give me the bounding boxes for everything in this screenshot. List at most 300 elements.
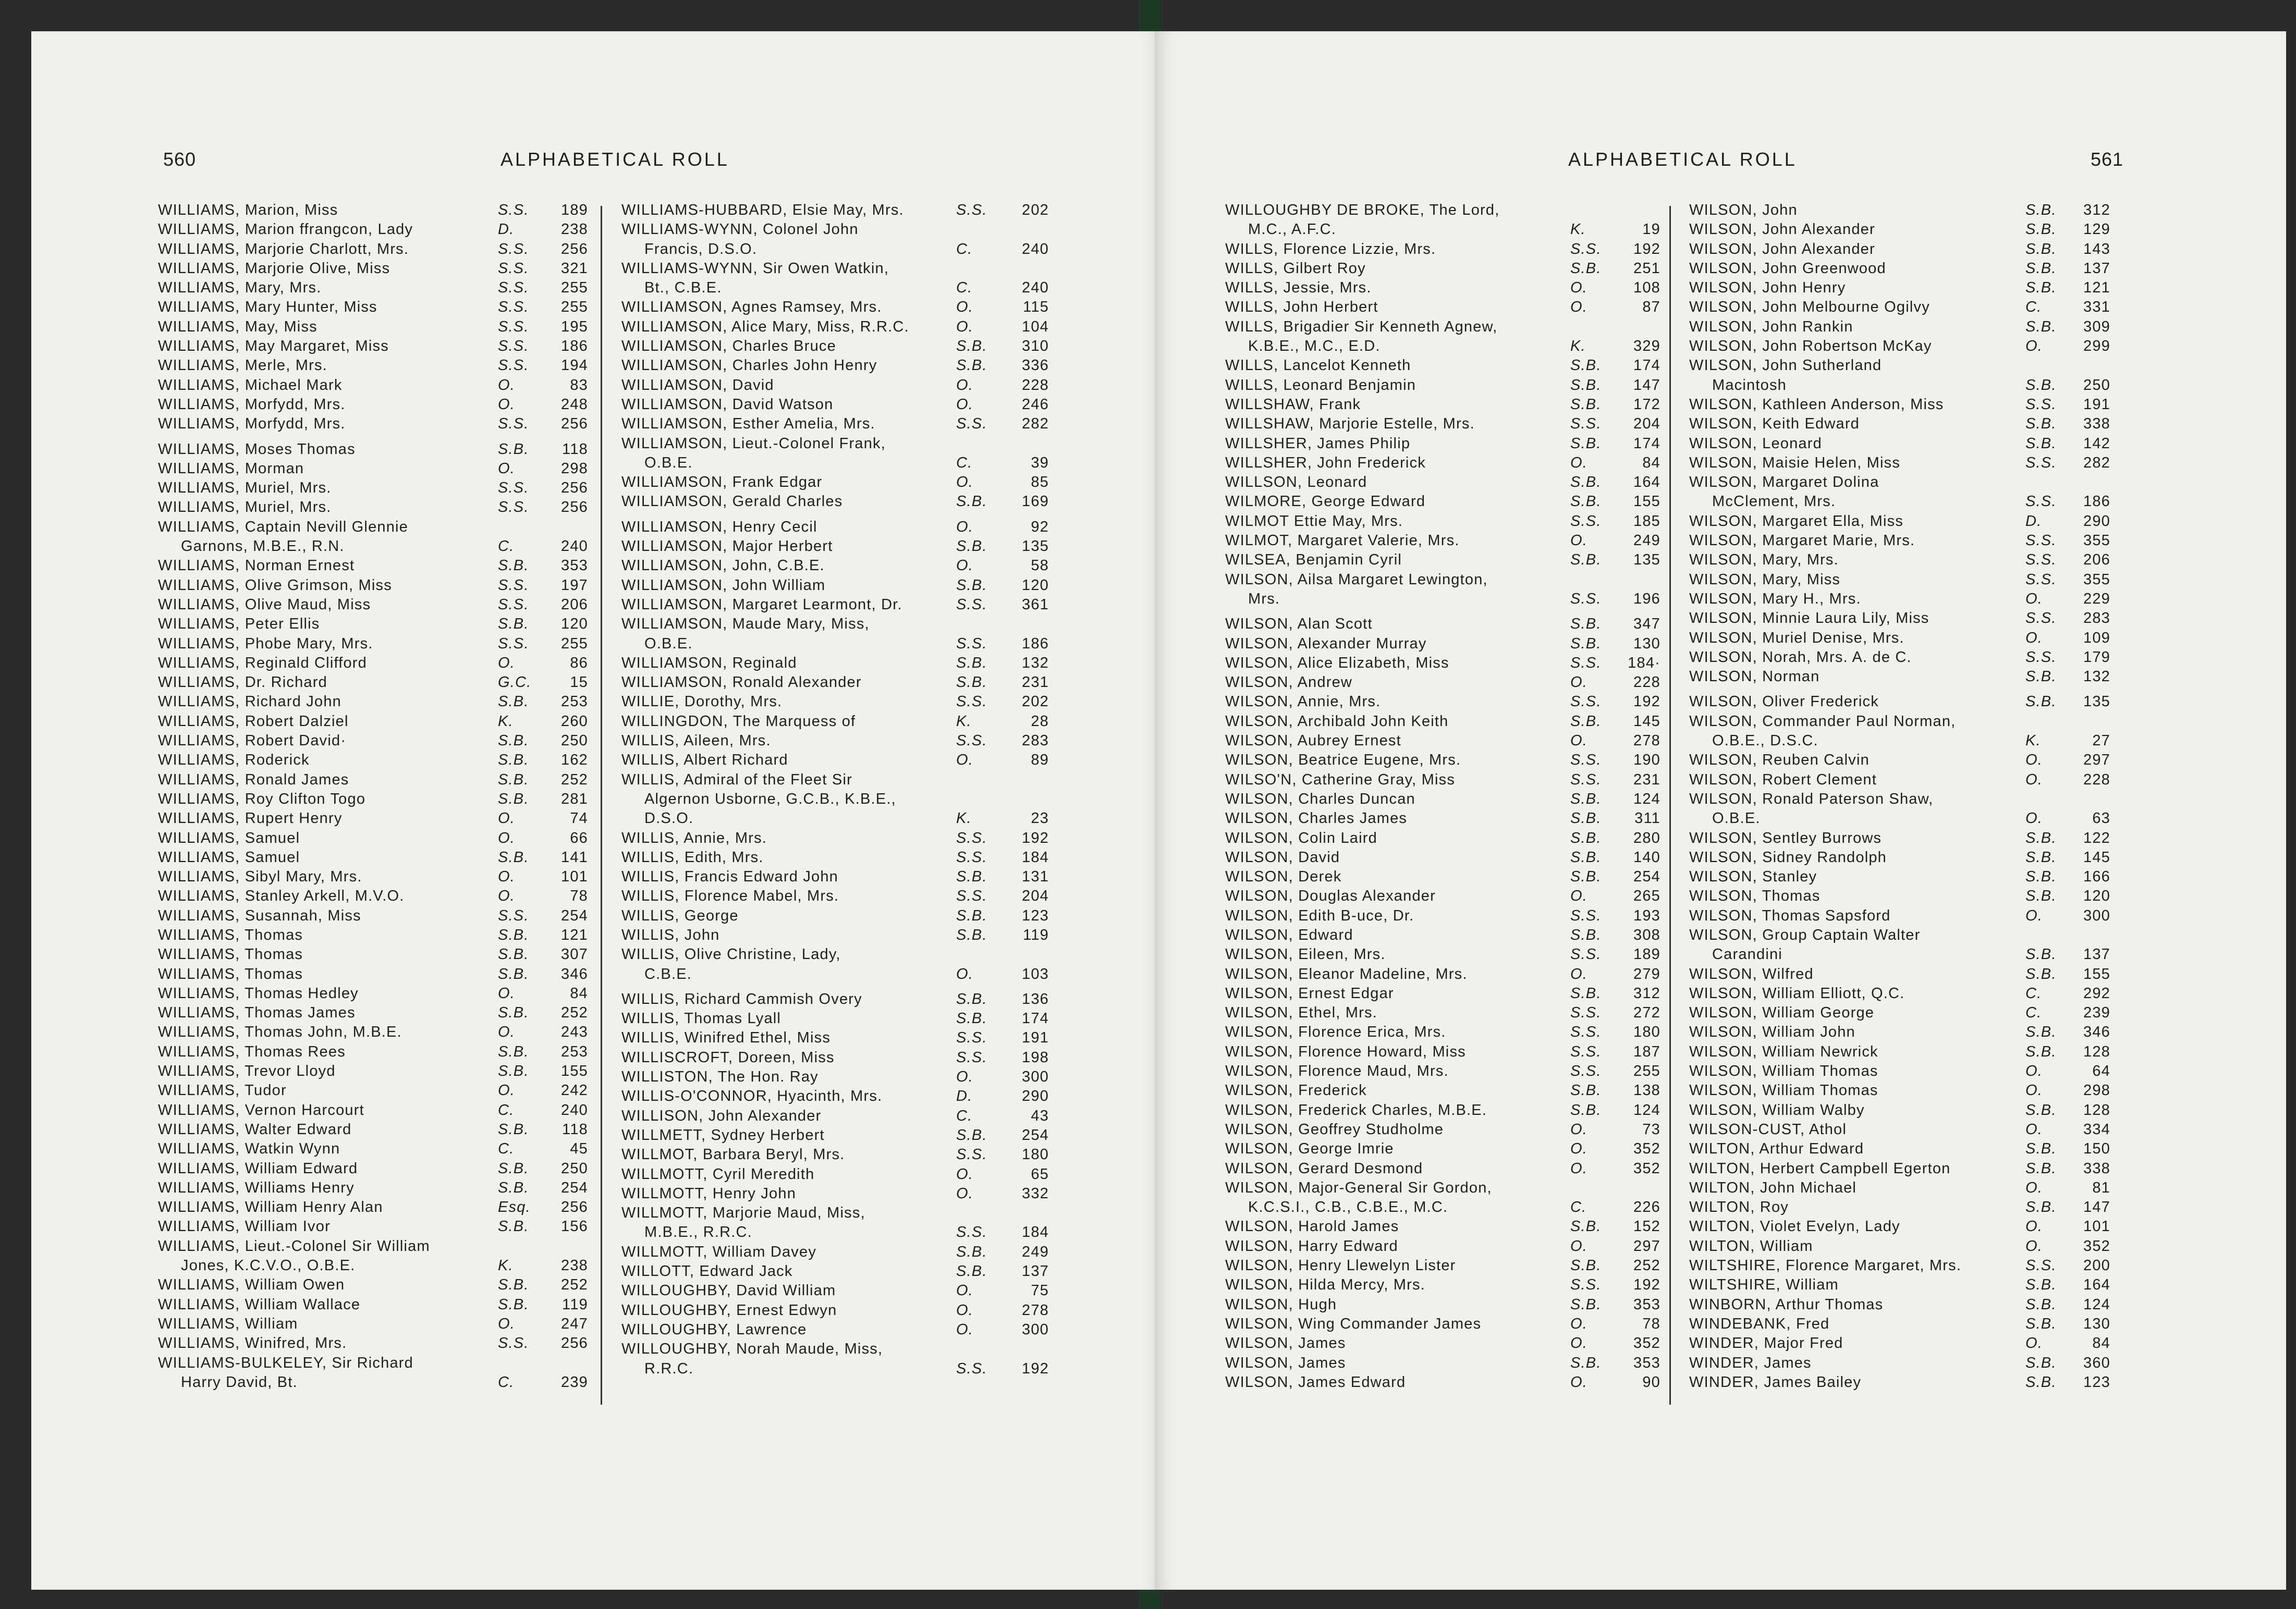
entry-name: C.B.E. [644, 965, 692, 982]
award-code: S.S. [2025, 532, 2057, 549]
award-code: O. [1570, 1335, 1588, 1352]
entry-name: WILSON, Ethel, Mrs. [1225, 1004, 1377, 1022]
page-ref: 247 [561, 1315, 588, 1332]
entry-name: WILSON, Charles James [1225, 810, 1408, 827]
award-code: K. [498, 1257, 514, 1274]
award-code: S.S. [1570, 415, 1602, 433]
page-ref: 278 [1633, 732, 1660, 750]
award-code: S.B. [498, 1063, 529, 1080]
entry-name: WILLIAMS-WYNN, Sir Owen Watkin, [621, 260, 889, 277]
entry-name: WILSON, Florence Howard, Miss [1225, 1043, 1466, 1060]
entry-name: WILSON, Reuben Calvin [1689, 752, 1870, 769]
page-ref: 84 [1642, 454, 1660, 471]
entry-name: WILLISON, John Alexander [621, 1107, 822, 1124]
entry-name: WILSON, Major-General Sir Gordon, [1225, 1179, 1492, 1196]
award-code: O. [956, 474, 974, 491]
award-code: S.S. [956, 1224, 987, 1241]
award-code: S.B. [2025, 888, 2057, 905]
award-code: C. [2025, 1004, 2042, 1022]
entry-name: WILLIAMSON, David [621, 376, 774, 394]
award-code: O. [498, 1082, 516, 1099]
page-ref: 19 [1642, 221, 1660, 238]
entry-name: WILSON, Alexander Murray [1225, 635, 1427, 652]
page-ref: 85 [1031, 474, 1049, 491]
page-ref: 74 [570, 810, 588, 827]
entry-name: McClement, Mrs. [1712, 493, 1836, 510]
award-code: S.B. [1570, 1257, 1602, 1274]
entry-name: WILSON, Norman [1689, 668, 1820, 685]
award-code: C. [498, 1140, 515, 1158]
page-ref: 185 [1633, 512, 1660, 530]
page-ref: 249 [1633, 532, 1660, 549]
page-ref: 186 [1022, 635, 1049, 652]
entry-name: WILSON, Thomas Sapsford [1689, 907, 1891, 924]
page-ref: 231 [1022, 674, 1049, 691]
page-ref: 23 [1031, 810, 1049, 827]
award-code: S.B. [1570, 713, 1602, 730]
page-ref: 355 [2083, 532, 2110, 549]
award-code: S.B. [2025, 1101, 2057, 1119]
page-ref: 256 [561, 1199, 588, 1216]
award-code: O. [498, 888, 516, 905]
entry-name: WILSON, Edward [1225, 926, 1353, 943]
award-code: O. [1570, 1160, 1588, 1177]
entry-name: WILLIAMS, Winifred, Mrs. [158, 1335, 347, 1352]
award-code: S.S. [1570, 1043, 1602, 1060]
page-ref: 321 [561, 260, 588, 277]
entry-name: WILMOT Ettie May, Mrs. [1225, 512, 1403, 530]
entry-name: WILSON, Robert Clement [1689, 771, 1877, 788]
page-ref: 147 [1633, 376, 1660, 394]
page-ref: 352 [1633, 1140, 1660, 1158]
page-ref: 204 [1022, 888, 1049, 905]
page-ref: 251 [1633, 260, 1660, 277]
page-ref: 180 [1022, 1146, 1049, 1163]
page-ref: 191 [2083, 396, 2110, 413]
award-code: O. [956, 396, 974, 413]
award-code: S.S. [956, 415, 987, 433]
award-code: C. [2025, 985, 2042, 1002]
award-code: O. [2025, 338, 2043, 355]
award-code: S.B. [2025, 202, 2057, 218]
entry-name: WILSON, Sidney Randolph [1689, 849, 1887, 866]
page-ref: 338 [2083, 1160, 2110, 1177]
award-code: O. [956, 1185, 974, 1202]
entry-name: WILSON, Commander Paul Norman, [1689, 713, 1956, 730]
page-ref: 272 [1633, 1004, 1660, 1022]
award-code: S.B. [498, 1276, 529, 1294]
page-ref: 137 [2083, 946, 2110, 963]
award-code: S.S. [1570, 907, 1602, 924]
entry-name: WILLINGDON, The Marquess of [621, 713, 856, 730]
entry-name: WILLIAMS, Reginald Clifford [158, 654, 367, 671]
award-code: C. [956, 240, 973, 257]
page-ref: 256 [561, 415, 588, 433]
page-ref: 120 [1022, 576, 1049, 594]
award-code: O. [956, 1301, 974, 1319]
page-ref: 75 [1031, 1282, 1049, 1299]
entry-name: WILLIAMSON, John, C.B.E. [621, 557, 825, 574]
award-code: O. [956, 518, 974, 535]
entry-name: WILSON, Aubrey Ernest [1225, 732, 1401, 750]
entry-name: WILLMOT, Barbara Beryl, Mrs. [621, 1146, 845, 1163]
page-ref: 252 [561, 1276, 588, 1294]
entry-name: WILLIAMS, Norman Ernest [158, 557, 355, 574]
page-ref: 164 [1633, 474, 1660, 491]
page-ref: 143 [2083, 240, 2110, 257]
award-code: S.B. [498, 790, 529, 807]
page-ref: 256 [561, 499, 588, 516]
page-ref: 124 [2083, 1296, 2110, 1313]
entry-name: WILLIAMS, Roderick [158, 752, 310, 769]
page-ref: 135 [1633, 551, 1660, 569]
page-ref: 256 [561, 240, 588, 257]
award-code: O. [1570, 965, 1588, 982]
page-ref: 254 [561, 907, 588, 924]
page-ref: 190 [1633, 752, 1660, 769]
page-ref: 202 [1022, 202, 1049, 218]
entry-name: WILLIAMS, Watkin Wynn [158, 1140, 340, 1158]
entry-name: WILSON, Harry Edward [1225, 1237, 1398, 1255]
page-ref: 169 [1022, 493, 1049, 510]
page-ref: 352 [1633, 1335, 1660, 1352]
entry-name: Bt., C.B.E. [644, 279, 722, 297]
entry-name: WILLIAMS-BULKELEY, Sir Richard [158, 1354, 413, 1371]
award-code: S.S. [2025, 1257, 2057, 1274]
page-ref: 84 [570, 985, 588, 1002]
page-ref: 138 [1633, 1082, 1660, 1099]
award-code: S.B. [1570, 474, 1602, 491]
award-code: O. [1570, 1121, 1588, 1138]
entry-name: WILLIAMSON, Major Herbert [621, 538, 833, 555]
entry-name: WILLIAMSON, David Watson [621, 396, 834, 413]
page-ref: 292 [2083, 985, 2110, 1002]
entry-name: WILLIAMS, Sibyl Mary, Mrs. [158, 868, 362, 886]
page-ref: 206 [2083, 551, 2110, 569]
award-code: S.B. [2025, 279, 2057, 297]
entry-name: WILSON, John Melbourne Ogilvy [1689, 299, 1930, 316]
entry-name: WILLISTON, The Hon. Ray [621, 1068, 819, 1086]
entry-name: WILLIAMSON, Reginald [621, 654, 797, 671]
award-code: S.S. [1570, 946, 1602, 963]
award-code: S.S. [956, 1029, 987, 1047]
entry-name: WILLIAMS, Susannah, Miss [158, 907, 361, 924]
entry-name: WILSON, John Robertson McKay [1689, 338, 1932, 355]
entry-name: WILSON, John Alexander [1689, 221, 1875, 238]
entry-name: WILLIS, Thomas Lyall [621, 1010, 781, 1027]
page-ref: 311 [1634, 810, 1660, 827]
award-code: O. [2025, 1237, 2043, 1255]
entry-name: WILLSON, Leonard [1225, 474, 1367, 491]
entry-name: WILLIAMS, Marjorie Olive, Miss [158, 260, 390, 277]
entry-name: WILLOUGHBY, Norah Maude, Miss, [621, 1341, 883, 1358]
award-code: S.S. [956, 829, 987, 846]
award-code: C. [1570, 1199, 1587, 1216]
page-ref: 239 [561, 1373, 588, 1391]
award-code: S.B. [498, 1004, 529, 1022]
award-code: O. [1570, 1140, 1588, 1158]
page-ref: 255 [561, 635, 588, 652]
page-ref: 297 [2083, 752, 2110, 769]
award-code: S.S. [498, 596, 529, 613]
award-code: S.S. [498, 338, 529, 355]
award-code: S.B. [1570, 810, 1602, 827]
entry-name: WILSON, Muriel Denise, Mrs. [1689, 629, 1904, 646]
page-ref: 104 [1022, 318, 1049, 335]
award-code: S.B. [956, 907, 987, 924]
page-ref: 300 [2083, 907, 2110, 924]
award-code: S.S. [1570, 752, 1602, 769]
entry-name: WILLIAMS, Marion ffrangcon, Lady [158, 221, 413, 238]
page-ref: 101 [2083, 1218, 2110, 1235]
award-code: S.B. [1570, 926, 1602, 943]
entry-name: WILLIAMSON, Margaret Learmont, Dr. [621, 596, 902, 613]
entry-name: WILLIE, Dorothy, Mrs. [621, 693, 783, 710]
page-ref: 65 [1031, 1165, 1049, 1183]
entry-name: WILLSHAW, Frank [1225, 396, 1361, 413]
award-code: S.B. [956, 338, 987, 355]
award-code: S.B. [1570, 1218, 1602, 1235]
page-ref: 252 [561, 771, 588, 788]
award-code: O. [956, 376, 974, 394]
award-code: S.B. [1570, 635, 1602, 652]
award-code: O. [1570, 279, 1588, 297]
award-code: S.S. [2025, 454, 2057, 471]
award-code: G.C. [498, 674, 532, 691]
award-code: O. [2025, 1121, 2043, 1138]
award-code: O. [498, 460, 516, 477]
award-code: O. [2025, 907, 2043, 924]
page-ref: 193 [1633, 907, 1660, 924]
award-code: S.S. [1570, 771, 1602, 788]
page-ref: 347 [1633, 616, 1660, 633]
page-ref: 155 [561, 1063, 588, 1080]
page-ref: 58 [1031, 557, 1049, 574]
award-code: S.B. [956, 990, 987, 1008]
entry-name: WILLIAMS, Marion, Miss [158, 202, 338, 218]
page-ref: 84 [2092, 1335, 2110, 1352]
entry-name: WILSON, Norah, Mrs. A. de C. [1689, 648, 1912, 666]
award-code: S.B. [498, 946, 529, 963]
entry-name: WILSON, James [1225, 1335, 1346, 1352]
award-code: S.S. [956, 202, 987, 218]
award-code: S.S. [1570, 1063, 1602, 1080]
page-ref: 353 [561, 557, 588, 574]
award-code: S.S. [2025, 396, 2057, 413]
award-code: O. [2025, 1063, 2043, 1080]
entry-name: WILLIAMS, Lieut.-Colonel Sir William [158, 1237, 430, 1255]
entry-name: WILLIAMS, Rupert Henry [158, 810, 343, 827]
award-code: S.B. [498, 752, 529, 769]
page-ref: 297 [1633, 1237, 1660, 1255]
page-ref: 150 [2083, 1140, 2110, 1158]
page-ref: 265 [1633, 888, 1660, 905]
entry-name: Francis, D.S.O. [644, 240, 758, 257]
award-code: S.B. [2025, 415, 2057, 433]
entry-name: O.B.E. [1712, 810, 1761, 827]
entry-name: WILLOUGHBY, David William [621, 1282, 836, 1299]
entry-name: WILTON, Herbert Campbell Egerton [1689, 1160, 1951, 1177]
page-ref: 246 [1022, 396, 1049, 413]
entry-name: K.C.S.I., C.B., C.B.E., M.C. [1248, 1199, 1448, 1216]
entry-name: WILLOTT, Edward Jack [621, 1263, 793, 1280]
award-code: O. [498, 829, 516, 846]
award-code: S.B. [1570, 616, 1602, 633]
entry-name: WILLIS, Admiral of the Fleet Sir [621, 771, 852, 788]
entry-name: WILLS, Lancelot Kenneth [1225, 357, 1411, 374]
page-ref: 238 [561, 1257, 588, 1274]
entry-name: WILSON, Alice Elizabeth, Miss [1225, 654, 1449, 671]
award-code: O. [2025, 590, 2043, 607]
award-code: S.B. [2025, 1296, 2057, 1313]
page-ref: 130 [1633, 635, 1660, 652]
entry-name: WILSON, William Walby [1689, 1101, 1865, 1119]
award-code: S.B. [2025, 435, 2057, 452]
page-ref: 120 [2083, 888, 2110, 905]
entry-name: WILSON, Hilda Mercy, Mrs. [1225, 1276, 1425, 1294]
award-code: S.B. [956, 1126, 987, 1144]
entry-name: WILLIAMS, Moses Thomas [158, 440, 356, 458]
entry-name: WILTSHIRE, William [1689, 1276, 1839, 1294]
award-code: S.B. [1570, 868, 1602, 886]
entry-name: WILLIAMS, Richard John [158, 693, 341, 710]
page-ref: 192 [1633, 240, 1660, 257]
entry-name: WILLIAMS, Morfydd, Mrs. [158, 415, 346, 433]
page-ref: 228 [1022, 376, 1049, 394]
entry-name: WILSON, Edith B-uce, Dr. [1225, 907, 1414, 924]
award-code: O. [498, 810, 516, 827]
entry-name: WILSON, Florence Erica, Mrs. [1225, 1024, 1446, 1041]
page-ref: 300 [1022, 1068, 1049, 1086]
award-code: S.S. [498, 202, 529, 218]
page-ref: 87 [1642, 299, 1660, 316]
entry-name: WILLIAMS, May Margaret, Miss [158, 338, 389, 355]
page-number: 561 [2091, 149, 2124, 170]
page-ref: 240 [1022, 279, 1049, 297]
entry-name: Jones, K.C.V.O., O.B.E. [181, 1257, 356, 1274]
entry-name: WILLIAMS, Michael Mark [158, 376, 343, 394]
page-ref: 329 [1633, 338, 1660, 355]
page-ref: 256 [561, 1335, 588, 1352]
page-ref: 43 [1031, 1107, 1049, 1124]
award-code: S.S. [956, 1049, 987, 1066]
entry-name: WILSON, Harold James [1225, 1218, 1399, 1235]
page-ref: 331 [2083, 299, 2110, 316]
award-code: S.B. [498, 1179, 529, 1196]
award-code: K. [956, 810, 972, 827]
entry-name: WILSON, Henry Llewelyn Lister [1225, 1257, 1456, 1274]
award-code: C. [498, 1101, 515, 1119]
award-code: S.B. [956, 538, 987, 555]
entry-name: WILLIAMSON, Charles John Henry [621, 357, 877, 374]
entry-name: WILSON, William George [1689, 1004, 1875, 1022]
award-code: O. [498, 1315, 516, 1332]
page-ref: 132 [1022, 654, 1049, 671]
entry-name: WILLIAMS, Thomas Rees [158, 1043, 346, 1060]
entry-name: WILLIAMS, May, Miss [158, 318, 317, 335]
entry-name: WILLIAMS, Peter Ellis [158, 616, 320, 633]
page-ref: 228 [2083, 771, 2110, 788]
entry-name: WILSON, Frederick [1225, 1082, 1367, 1099]
page-ref: 352 [1633, 1160, 1660, 1177]
page-ref: 180 [1633, 1024, 1660, 1041]
award-code: S.S. [2025, 551, 2057, 569]
entry-name: WILSON, Douglas Alexander [1225, 888, 1436, 905]
page-ref: 186 [2083, 493, 2110, 510]
award-code: O. [498, 985, 516, 1002]
page-ref: 121 [561, 926, 588, 943]
page-ref: 281 [561, 790, 588, 807]
award-code: O. [956, 1165, 974, 1183]
page-ref: 308 [1633, 926, 1660, 943]
page-ref: 135 [2083, 693, 2110, 710]
award-code: S.B. [1570, 493, 1602, 510]
award-code: K. [956, 713, 972, 730]
award-code: O. [956, 1068, 974, 1086]
page-ref: 191 [1022, 1029, 1049, 1047]
page-ref: 240 [561, 538, 588, 555]
award-code: O. [1570, 1237, 1588, 1255]
page-ref: 130 [2083, 1315, 2110, 1332]
entry-name: WILSON, Geoffrey Studholme [1225, 1121, 1444, 1138]
page-ref: 166 [2083, 868, 2110, 886]
award-code: S.B. [498, 1121, 529, 1138]
page-ref: 101 [561, 868, 588, 886]
entry-name: D.S.O. [644, 810, 694, 827]
page-ref: 353 [1633, 1354, 1660, 1371]
award-code: S.B. [1570, 357, 1602, 374]
entry-name: WILLIAMS, Thomas [158, 926, 303, 943]
entry-name: Algernon Usborne, G.C.B., K.B.E., [644, 790, 896, 807]
page-ref: 312 [2083, 202, 2110, 218]
entry-name: WILSON, Derek [1225, 868, 1342, 886]
entry-name: WILSON, Mary H., Mrs. [1689, 590, 1861, 607]
award-code: O. [1570, 732, 1588, 750]
page-ref: 27 [2092, 732, 2110, 750]
entry-name: WILSON, Wilfred [1689, 965, 1814, 982]
award-code: S.S. [498, 635, 529, 652]
page-ref: 195 [561, 318, 588, 335]
entry-name: WILLIAMS, Thomas [158, 946, 303, 963]
entry-name: WILSON, Keith Edward [1689, 415, 1860, 433]
award-code: S.B. [498, 440, 529, 458]
award-code: S.B. [956, 576, 987, 594]
entry-name: K.B.E., M.C., E.D. [1248, 338, 1381, 355]
award-code: S.B. [1570, 551, 1602, 569]
page-ref: 115 [1023, 299, 1049, 316]
entry-name: WILLIAMS, Samuel [158, 849, 300, 866]
award-code: S.B. [2025, 668, 2057, 685]
page-ref: 119 [1023, 926, 1049, 943]
award-code: S.B. [956, 674, 987, 691]
entry-name: R.R.C. [644, 1360, 694, 1377]
page-ref: 174 [1633, 357, 1660, 374]
award-code: O. [1570, 532, 1588, 549]
entry-name: WILLIAMS-WYNN, Colonel John [621, 221, 859, 238]
page-ref: 336 [1022, 357, 1049, 374]
award-code: O. [1570, 299, 1588, 316]
award-code: S.B. [2025, 693, 2057, 710]
award-code: S.S. [1570, 240, 1602, 257]
award-code: S.S. [2025, 571, 2057, 588]
page-ref: 196 [1633, 590, 1660, 607]
page-ref: 118 [562, 440, 588, 458]
page-ref: 254 [1633, 868, 1660, 886]
page-ref: 240 [561, 1101, 588, 1119]
entry-name: WILSON, Minnie Laura Lily, Miss [1689, 610, 1929, 627]
entry-name: WILLMETT, Sydney Herbert [621, 1126, 825, 1144]
award-code: S.S. [498, 480, 529, 497]
